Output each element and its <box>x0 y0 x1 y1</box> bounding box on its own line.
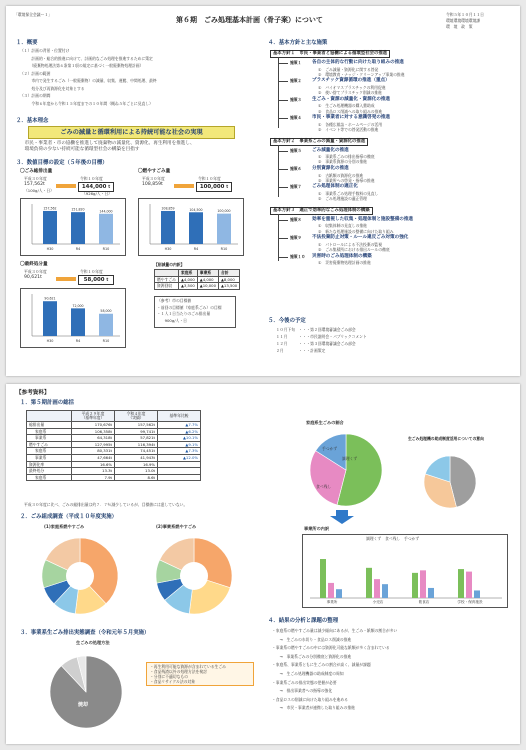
down-arrow-icon <box>330 510 354 524</box>
table-header-row <box>27 411 201 422</box>
legend-item: ・再生利用可能な資源が含まれている生ごみ <box>150 664 226 669</box>
p2-s4-heading: ４．結果の分析と課題の整理 <box>268 618 339 624</box>
schedule-line: １０月下旬 ・・・第２回環境審議会ごみ部会 <box>276 327 356 332</box>
s1-line: （３）計画の期間 <box>20 93 51 98</box>
bar-label: 157,562 <box>43 206 57 211</box>
tick-label: H30 <box>46 339 54 343</box>
bar <box>382 584 388 598</box>
table-cell: 家庭系 <box>27 428 72 435</box>
table-cell: 最終処分 <box>27 468 72 475</box>
analysis-line: → 事業系ごみの分別徹底と資源化の推進 <box>272 653 352 659</box>
table-header-cell <box>155 270 179 277</box>
analysis-line: ・家庭系、事業系ともに生ごみの割合が高く、減量が課題 <box>272 662 371 668</box>
summary-table <box>26 410 201 481</box>
s1-heading: １．概要 <box>16 40 38 46</box>
reduction-table-title: 【削減量の内訳】 <box>154 262 185 267</box>
table-cell <box>158 474 201 481</box>
goal1-target-sub: （926g/人・日） <box>82 191 112 196</box>
s1-line: （２）計画の範囲 <box>20 70 51 76</box>
bar <box>320 559 326 598</box>
bar-label: 151,820 <box>71 207 85 212</box>
table-cell: 13.3t <box>72 468 115 475</box>
analysis-line: ・家庭系の燃やすごみ量は減少傾向にあるが、生ごみ・紙類の割合が多い <box>272 628 398 633</box>
measure-detail: ① 収集体制の見直しの推進 <box>318 223 367 229</box>
goal2-bar-chart <box>138 198 242 254</box>
table-cell: 99,741t <box>115 428 158 435</box>
legend-item: ・分別に不適切なもの <box>150 674 188 679</box>
subsidy-intent-pie <box>416 450 488 510</box>
pie2-title: (2)事業系燃やすごみ <box>156 524 197 529</box>
policy-tree-line <box>278 57 279 128</box>
table-cell: 7.9t <box>72 474 115 481</box>
page-title: 第６期 ごみ処理基本計画（骨子案）について <box>176 16 323 24</box>
s4-heading: ４．基本方針と主な施策 <box>268 40 328 46</box>
measure-detail: ② 新たな処理施設の整備に向けた取り組み <box>318 228 394 234</box>
summary-note: 平成３０年度に比べ、ごみの総排出量は約７．７％減少しているが、目標値には達していない。 <box>24 502 188 507</box>
bar <box>71 212 85 244</box>
bar <box>189 212 203 244</box>
goal1-label: 〇ごみ総排出量 <box>20 169 53 174</box>
measure-title: 効率を重視した収集・処理体制と施設整備の推進 <box>312 216 414 222</box>
measure-tag: 施策７ <box>290 184 302 190</box>
bar <box>336 589 342 598</box>
measure-tag: 施策４ <box>290 115 302 121</box>
food-pie-label-1: 調理くず <box>342 456 358 461</box>
table-row <box>27 428 201 435</box>
goal1-arrow <box>56 184 76 188</box>
table-cell: 家庭系 <box>27 474 72 481</box>
s1-line: （１）計画の背景・位置付け <box>20 48 70 53</box>
org-dept: 環境環境環境環境課 <box>446 18 481 23</box>
table-row <box>155 283 240 290</box>
s3-heading: ３．数値目標の設定（５年後の目標） <box>16 160 108 166</box>
goal3-base-year: 平成３０年度 <box>24 269 47 274</box>
policy-tree-line <box>278 145 279 197</box>
connector <box>278 118 288 119</box>
household-food-pie-title: 家庭系生ごみの割合 <box>306 420 344 425</box>
measure-detail: ② 事業系資源の分別の推進 <box>318 159 367 165</box>
table-cell: 80,331t <box>72 448 115 455</box>
goal2-label: 〇燃やすごみ量 <box>138 169 171 174</box>
table-cell: ▲7.3% <box>158 448 201 455</box>
analysis-line: ・食品ロスの削減に向けた取り組みを進める <box>272 696 348 702</box>
measure-tag: 施策５ <box>290 147 302 153</box>
target-note: 900g/人・日 <box>157 317 187 323</box>
measure-title: 各自の主体的な行動に向けた取り組みの推進 <box>312 60 404 65</box>
goal1-base-value: 157,562t <box>24 182 45 187</box>
measure-detail: ① 各種広報誌・ホームページの活用 <box>318 121 383 127</box>
table-cell: ▲4,000 <box>178 276 197 283</box>
table-cell: 157,562t <box>115 422 158 429</box>
measure-detail: ① 事業系ごみの排出指導の徹底 <box>318 154 375 160</box>
measure-tag: 施策８ <box>290 216 302 222</box>
goal1-target-year: 令和１０年度 <box>80 176 103 181</box>
table-cell: 57,821t <box>115 435 158 442</box>
table-header-cell: 基準年比較 <box>158 411 201 422</box>
p2-s1-heading: １．第５期計画の総括 <box>20 400 74 406</box>
table-row <box>27 441 201 448</box>
table-cell: 事業系 <box>27 454 72 461</box>
measure-detail: ① 災害廃棄物処理計画の推進 <box>318 260 371 266</box>
table-cell: 総排出量 <box>27 422 72 429</box>
table-row <box>27 448 201 455</box>
bar <box>43 211 57 244</box>
legend-item: ・食品残渣以外の処理方法を検討 <box>150 669 207 674</box>
tick-label: R10 <box>220 247 228 251</box>
measure-detail: ② ごみ集積所における排出ルールの徹底 <box>318 246 390 252</box>
analysis-line: → 生ごみ処理機器の助成制度の周知 <box>272 671 344 676</box>
s1-line: （廃棄物処理法第６条第１項の規定に基づく一般廃棄物処理計画） <box>20 63 144 68</box>
bar <box>217 214 231 244</box>
bar <box>328 583 334 598</box>
bar-label: 90,621 <box>44 296 56 301</box>
bar <box>466 572 472 598</box>
policy-header: 基本方針３ 適正で効率的なごみ処理体制の構築 <box>270 207 373 215</box>
measure-detail: ① 生ごみ処理機器の購入費助成 <box>318 103 375 109</box>
reduction-table <box>154 269 240 290</box>
bar <box>161 211 175 244</box>
goal2-base-value: 108,859t <box>142 182 163 187</box>
disposal-pie-title: 生ごみの処理方法 <box>76 640 110 645</box>
connector <box>278 81 288 82</box>
bar <box>428 588 434 598</box>
table-cell: ▲12.0% <box>158 454 201 461</box>
household-food-pie <box>302 426 392 514</box>
target-note: ・１人１日当たりのごみ排出量 <box>157 311 211 316</box>
bar <box>412 573 418 598</box>
measure-title: 分別資源化の推進 <box>312 166 349 171</box>
measure-detail: ② 事業所への啓発・指導の推進 <box>318 177 375 183</box>
measure-tag: 施策２ <box>290 78 302 84</box>
table-header-row <box>155 270 240 277</box>
measure-detail: ① バイオマスプラスチックの利用促進 <box>318 84 386 90</box>
s2-line-2: 環境負荷の少ない持続可能な循環型社会の構築を目指す <box>20 147 140 152</box>
table-cell: 8.6t <box>115 474 158 481</box>
measure-detail: ① ごみ減量・資源化に関する啓発 <box>318 66 379 72</box>
table-cell <box>158 468 201 475</box>
bar-label: 108,859 <box>161 206 175 211</box>
tick-label: R4 <box>75 339 81 343</box>
pie-hole <box>180 562 208 590</box>
goal1-bar-chart <box>20 198 124 254</box>
goal3-base-value: 90,621t <box>24 275 42 280</box>
tick-label: H30 <box>164 247 172 251</box>
table-header-cell <box>27 411 72 422</box>
table-header-cell: 事業系 <box>197 270 218 277</box>
tick-label: R4 <box>75 247 81 251</box>
analysis-line: → 排出事業者への指導の強化 <box>272 688 333 694</box>
goal3-bar-chart <box>20 288 124 346</box>
tick-label: R10 <box>102 339 110 343</box>
org-date: 令和５年１０月１１日 <box>446 12 484 17</box>
s1-line: 処分及び再資源化を対象とする <box>20 85 85 91</box>
s5-heading: ５．今後の予定 <box>268 318 306 324</box>
schedule-line: １１月 ・・・市民説明会・パブリックコメント <box>276 334 367 339</box>
tick-label: R4 <box>193 247 199 251</box>
food-pie-label-2: 食べ残し <box>316 484 332 489</box>
goal2-target-year: 令和１０年度 <box>198 176 221 181</box>
category-label: 事業所 <box>326 600 338 604</box>
table-cell: 資源化率 <box>27 461 72 468</box>
measure-tag: 施策９ <box>290 235 302 241</box>
table-cell: 47,664t <box>72 454 115 461</box>
bar <box>474 590 480 598</box>
vision-banner: ごみの減量と循環利用による持続可能な社会の実現 <box>28 126 235 139</box>
table-cell: ▲3,500 <box>178 283 197 290</box>
goal2-arrow <box>174 184 194 188</box>
schedule-line: １２月 ・・・第３回環境審議会ごみ部会 <box>276 341 356 346</box>
table-cell <box>158 461 201 468</box>
measure-tag: 施策３ <box>290 96 302 102</box>
measure-detail: ① パトロールによる不法投棄の監視 <box>318 241 383 247</box>
table-cell: ▲9.1% <box>158 441 201 448</box>
breakdown-legend: 調理くず 食べ残し 手つかず <box>366 536 420 541</box>
table-cell: ▲4,000 <box>197 276 218 283</box>
bar <box>43 301 57 336</box>
analysis-line: ・事業系の燃やすごみの中には資源化可能な紙類が多く含まれている <box>272 645 390 651</box>
bar <box>99 314 113 336</box>
pie1-title: (1)家庭系燃やすごみ <box>44 524 85 529</box>
measure-tag: 施策６ <box>290 166 302 171</box>
measure-detail: ② 使い捨てプラスチック削減の推進 <box>318 90 382 96</box>
policy-header: 基本方針２ 事業系ごみの減量・資源化の推進 <box>270 138 368 146</box>
bar <box>71 308 85 336</box>
s1-line: 令和６年度から令和１５年度までの１０年間（概ね５年ごとに見直し） <box>20 100 153 106</box>
connector <box>278 151 288 152</box>
business-combustible-pie <box>148 532 240 622</box>
table-header-cell: 令和４年度 （実績） <box>115 411 158 422</box>
s2-line-1: 市民・事業者・市の協働を推進して廃棄物の減量化、資源化、再生利用を推進し、 <box>20 141 195 146</box>
s1-line: 市内で発生するごみ（一般廃棄物）の減量、収集、運搬、中間処理、最終 <box>20 78 157 83</box>
bar-label: 72,000 <box>72 303 84 308</box>
table-cell: 燃やすごみ <box>27 441 72 448</box>
table-cell: 74,451t <box>115 448 158 455</box>
breakdown-title: 事業所の内訳 <box>304 526 330 531</box>
measure-detail: ② イベント等での啓発活動の推進 <box>318 126 379 132</box>
table-row <box>155 276 240 283</box>
bar-label: 100,000 <box>217 209 231 214</box>
bar <box>366 568 372 598</box>
table-row <box>27 461 201 468</box>
measure-detail: ① 事業系ごみ処理手数料の見直し <box>318 190 379 196</box>
target-note: ・前回の目標値（家庭系ごみ）の目標 <box>157 304 222 310</box>
table-cell: 家庭系 <box>27 448 72 455</box>
measure-detail: ② 環境教育・ナッジ・クリーンアップ事業の推進 <box>318 71 405 77</box>
measure-detail: ② ごみ処理施設の適正管理 <box>318 196 367 202</box>
table-cell: 16.6% <box>72 461 115 468</box>
analysis-line: → 市民・事業者が連携した取り組みの推進 <box>272 705 355 711</box>
org-division: 環 境 政 策 <box>446 24 473 29</box>
policy-tree-line <box>278 214 279 261</box>
analysis-line: ・事業系ごみの排出実態の把握が必要 <box>272 679 337 685</box>
tick-label: R10 <box>102 247 110 251</box>
goal1-base-year: 平成３０年度 <box>24 176 47 181</box>
table-cell: 127,995t <box>72 441 115 448</box>
connector <box>278 100 288 101</box>
business-breakdown-bars <box>302 542 506 606</box>
policy-header: 基本方針１ 市民・事業者と協働による循環型社会の推進 <box>270 50 390 58</box>
category-label: 学校・保育施設 <box>457 600 483 604</box>
table-header-cell: 合計 <box>219 270 240 277</box>
reference-heading: 【参考資料】 <box>16 390 50 396</box>
connector <box>278 257 288 258</box>
bar <box>99 214 113 244</box>
connector <box>278 220 288 221</box>
table-row <box>27 474 201 481</box>
arrow-shape <box>330 510 354 524</box>
bar-label: 144,000 <box>99 209 113 214</box>
connector <box>278 187 288 188</box>
table-cell: 資源回収 <box>155 283 179 290</box>
table-row <box>27 468 201 475</box>
measure-title: 生ごみ・資源の減量化・資源化の推進 <box>312 96 391 102</box>
table-cell: 64,318t <box>72 435 115 442</box>
table-header-cell: 家庭系 <box>178 270 197 277</box>
table-cell: 13.0t <box>115 468 158 475</box>
table-cell: ▲13,500 <box>219 283 240 290</box>
doc-code: 「環境保全会議ー１」 <box>14 12 52 17</box>
subsidy-pie-title: 生ごみ処理機の助成制度活用についての意向 <box>408 436 484 441</box>
table-cell: ▲7.7% <box>158 422 201 429</box>
table-header-cell: 平成２９年度 （基準年度） <box>72 411 115 422</box>
s1-line: 計画的・総合的推進に向けて、計画的なごみ処理を推進するために策定 <box>20 55 153 61</box>
connector <box>278 238 288 239</box>
table-cell: 116,394t <box>115 441 158 448</box>
bar <box>458 569 464 598</box>
table-row <box>27 422 201 429</box>
goal2-target-value: 100,000 t <box>196 182 232 192</box>
goal3-label: 〇最終処分量 <box>20 262 48 267</box>
table-cell: 170,676t <box>72 422 115 429</box>
disposal-method-pie <box>36 646 136 736</box>
table-row <box>27 454 201 461</box>
goal1-base-sub: （100g/人・日） <box>24 188 54 193</box>
tick-label: H30 <box>46 247 54 251</box>
bar <box>374 579 380 598</box>
category-label: 小売店 <box>372 600 384 604</box>
page-1 <box>6 6 520 376</box>
measure-tag: 施策１ <box>290 60 302 65</box>
measure-title: 市民・事業者に対する意識啓発の推進 <box>312 115 391 121</box>
table-cell: ▲10,000 <box>197 283 218 290</box>
measure-tag: 施策１０ <box>290 253 306 259</box>
table-cell: 事業系 <box>27 435 72 442</box>
analysis-line: → 生ごみの水切り・食品ロス削減の推進 <box>272 636 352 642</box>
connector <box>278 63 288 64</box>
goal1-target-value: 144,000 t <box>78 182 114 192</box>
measure-title: プラスチック資源循環の推進（重点） <box>312 78 390 84</box>
goal3-target-value: 58,000 t <box>78 275 114 285</box>
category-label: 飲食店 <box>418 600 430 604</box>
table-cell: ▲6.2% <box>158 428 201 435</box>
table-row <box>27 435 201 442</box>
disposal-legend <box>146 662 254 686</box>
legend-item: ・食品リサイクル法の対象 <box>150 679 196 684</box>
s2-heading: ２．基本理念 <box>16 118 49 124</box>
goal3-target-year: 令和１０年度 <box>80 269 103 274</box>
bar-label: 104,500 <box>189 207 203 212</box>
bar <box>420 570 426 598</box>
table-cell: ▲8,000 <box>219 276 240 283</box>
measure-title: 災害時のごみ処理体制の構築 <box>312 253 372 259</box>
goal2-base-year: 平成３０年度 <box>142 176 165 181</box>
measure-detail: ② 食品ロス削減への取り組みの推進 <box>318 108 383 114</box>
schedule-line: ２月 ・・・計画策定 <box>276 348 326 353</box>
measure-title: ごみ減量化の推進 <box>312 147 349 153</box>
measure-detail: ① 古紙類の資源化の推進 <box>318 172 364 178</box>
table-cell: ▲10.1% <box>158 435 201 442</box>
measure-title: 不法投棄防止対策・ルール違反ごみ対策の強化 <box>312 235 409 241</box>
household-combustible-pie <box>34 532 126 622</box>
table-cell: 41,943t <box>115 454 158 461</box>
pie-hole <box>66 562 94 590</box>
bar-label: 58,000 <box>100 309 112 314</box>
disposal-pie-label: 焼却 <box>78 702 89 708</box>
p2-s3-heading: ３．事業系生ごみ排出実態調査（令和元年５月実施） <box>20 630 150 636</box>
measure-title: ごみ処理体制の適正化 <box>312 184 358 190</box>
table-cell: 106,358t <box>72 428 115 435</box>
goal3-arrow <box>56 277 76 281</box>
p2-s2-heading: ２．ごみ組成調査（平成１０年度実施） <box>20 514 118 520</box>
target-note: （参考）市の目標値 <box>157 298 192 303</box>
table-cell: 16.9% <box>115 461 158 468</box>
page-2 <box>6 384 520 744</box>
connector <box>278 169 288 170</box>
food-pie-label-3: 手つかず <box>322 446 338 451</box>
table-cell: 燃やすごみ <box>155 276 179 283</box>
